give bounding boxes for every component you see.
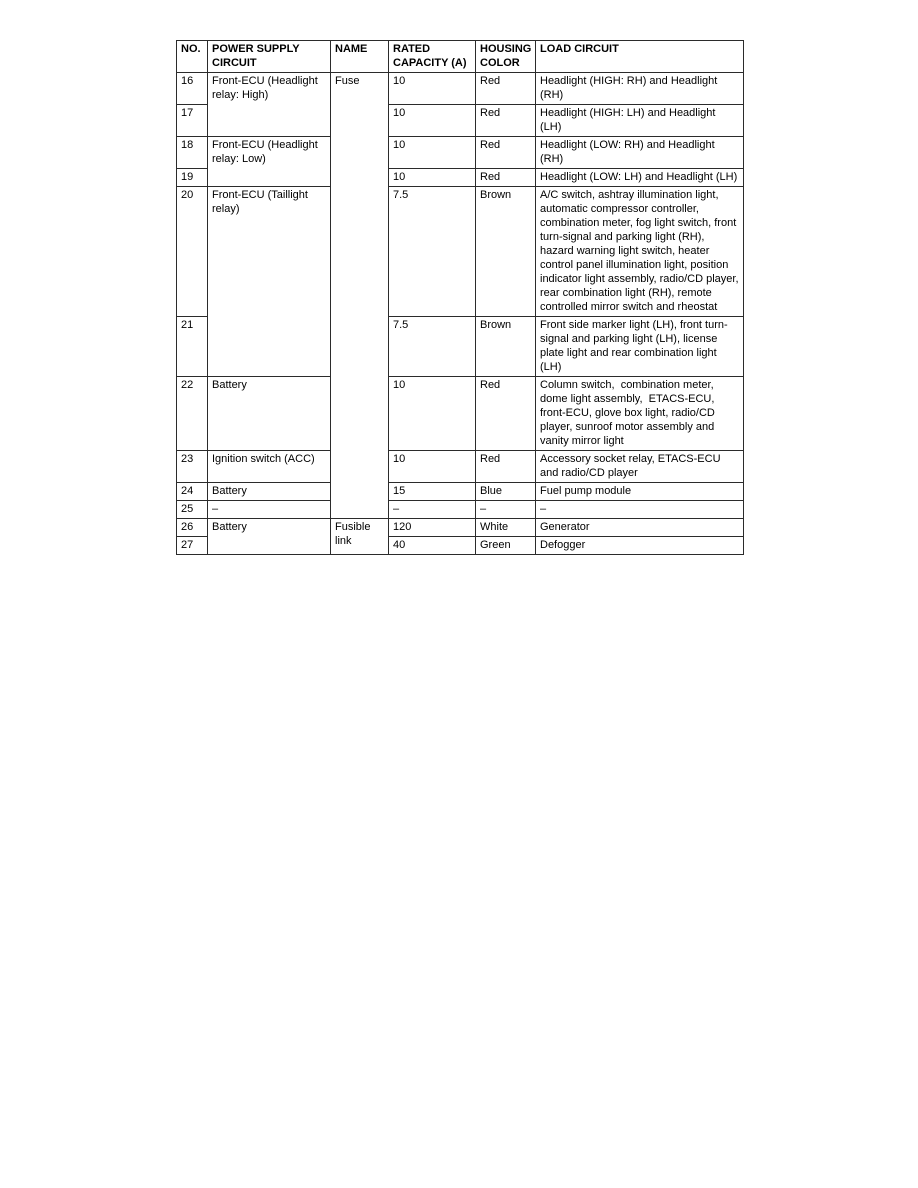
- cell-housing-color: Red: [476, 137, 536, 169]
- table-row: [177, 73, 744, 105]
- cell-power-supply-circuit: Battery: [208, 519, 331, 555]
- cell-no: 21: [177, 317, 208, 377]
- cell-no: 25: [177, 501, 208, 519]
- cell-no: 16: [177, 73, 208, 105]
- fuse-specification-table: [176, 40, 744, 555]
- cell-rated-capacity: 10: [389, 451, 476, 483]
- cell-housing-color: Brown: [476, 187, 536, 317]
- cell-power-supply-circuit: Front-ECU (Headlight relay: Low): [208, 137, 331, 187]
- cell-rated-capacity: 10: [389, 137, 476, 169]
- cell-rated-capacity: 7.5: [389, 317, 476, 377]
- cell-load-circuit: Defogger: [536, 537, 744, 555]
- cell-power-supply-circuit: Ignition switch (ACC): [208, 451, 331, 483]
- cell-power-supply-circuit: Front-ECU (Headlight relay: High): [208, 73, 331, 137]
- cell-name: Fuse: [331, 73, 389, 519]
- cell-housing-color: Green: [476, 537, 536, 555]
- cell-load-circuit: Headlight (HIGH: LH) and Headlight (LH): [536, 105, 744, 137]
- cell-name: Fusible link: [331, 519, 389, 555]
- cell-power-supply-circuit: –: [208, 501, 331, 519]
- cell-load-circuit: Accessory socket relay, ETACS-ECU and radio/CD player: [536, 451, 744, 483]
- cell-rated-capacity: 10: [389, 377, 476, 451]
- cell-power-supply-circuit: Battery: [208, 483, 331, 501]
- cell-load-circuit: –: [536, 501, 744, 519]
- table-row: [177, 519, 744, 537]
- cell-load-circuit: Headlight (HIGH: RH) and Headlight (RH): [536, 73, 744, 105]
- table-row: [177, 483, 744, 501]
- col-header-no: NO.: [177, 41, 208, 73]
- cell-no: 27: [177, 537, 208, 555]
- cell-power-supply-circuit: Front-ECU (Taillight relay): [208, 187, 331, 377]
- cell-housing-color: Red: [476, 451, 536, 483]
- cell-no: 17: [177, 105, 208, 137]
- table-row: [177, 137, 744, 169]
- cell-rated-capacity: 120: [389, 519, 476, 537]
- cell-rated-capacity: 10: [389, 105, 476, 137]
- cell-load-circuit: A/C switch, ashtray illumination light, automatic compressor controller, combination meter, fog light switch, front turn-signal and parking light (RH), hazard warning light switch, heater control panel illumination light, position indicator light assembly, radio/CD player, rear combination light (RH), remote controlled mirror switch and rheostat: [536, 187, 744, 317]
- cell-power-supply-circuit: Battery: [208, 377, 331, 451]
- cell-no: 22: [177, 377, 208, 451]
- cell-rated-capacity: 10: [389, 73, 476, 105]
- cell-no: 26: [177, 519, 208, 537]
- cell-no: 20: [177, 187, 208, 317]
- cell-housing-color: Red: [476, 105, 536, 137]
- cell-load-circuit: Fuel pump module: [536, 483, 744, 501]
- table-row: [177, 501, 744, 519]
- cell-housing-color: Blue: [476, 483, 536, 501]
- col-header-power-supply-circuit: POWER SUPPLY CIRCUIT: [208, 41, 331, 73]
- col-header-name: NAME: [331, 41, 389, 73]
- cell-rated-capacity: –: [389, 501, 476, 519]
- cell-load-circuit: Headlight (LOW: LH) and Headlight (LH): [536, 169, 744, 187]
- cell-no: 23: [177, 451, 208, 483]
- cell-rated-capacity: 10: [389, 169, 476, 187]
- cell-no: 24: [177, 483, 208, 501]
- table-row: [177, 187, 744, 317]
- cell-rated-capacity: 7.5: [389, 187, 476, 317]
- table-row: [177, 451, 744, 483]
- cell-no: 18: [177, 137, 208, 169]
- cell-housing-color: Red: [476, 169, 536, 187]
- cell-housing-color: –: [476, 501, 536, 519]
- cell-no: 19: [177, 169, 208, 187]
- table-header-row: [177, 41, 744, 73]
- cell-load-circuit: Column switch, combination meter, dome light assembly, ETACS-ECU, front-ECU, glove box light, radio/CD player, sunroof motor assembly and vanity mirror light: [536, 377, 744, 451]
- col-header-housing-color: HOUSING COLOR: [476, 41, 536, 73]
- table-row: [177, 377, 744, 451]
- cell-rated-capacity: 40: [389, 537, 476, 555]
- cell-load-circuit: Generator: [536, 519, 744, 537]
- cell-housing-color: Red: [476, 377, 536, 451]
- cell-load-circuit: Headlight (LOW: RH) and Headlight (RH): [536, 137, 744, 169]
- cell-housing-color: Brown: [476, 317, 536, 377]
- cell-housing-color: Red: [476, 73, 536, 105]
- cell-housing-color: White: [476, 519, 536, 537]
- col-header-load-circuit: LOAD CIRCUIT: [536, 41, 744, 73]
- cell-load-circuit: Front side marker light (LH), front turn-signal and parking light (LH), license plate light and rear combination light (LH): [536, 317, 744, 377]
- cell-rated-capacity: 15: [389, 483, 476, 501]
- col-header-rated-capacity: RATED CAPACITY (A): [389, 41, 476, 73]
